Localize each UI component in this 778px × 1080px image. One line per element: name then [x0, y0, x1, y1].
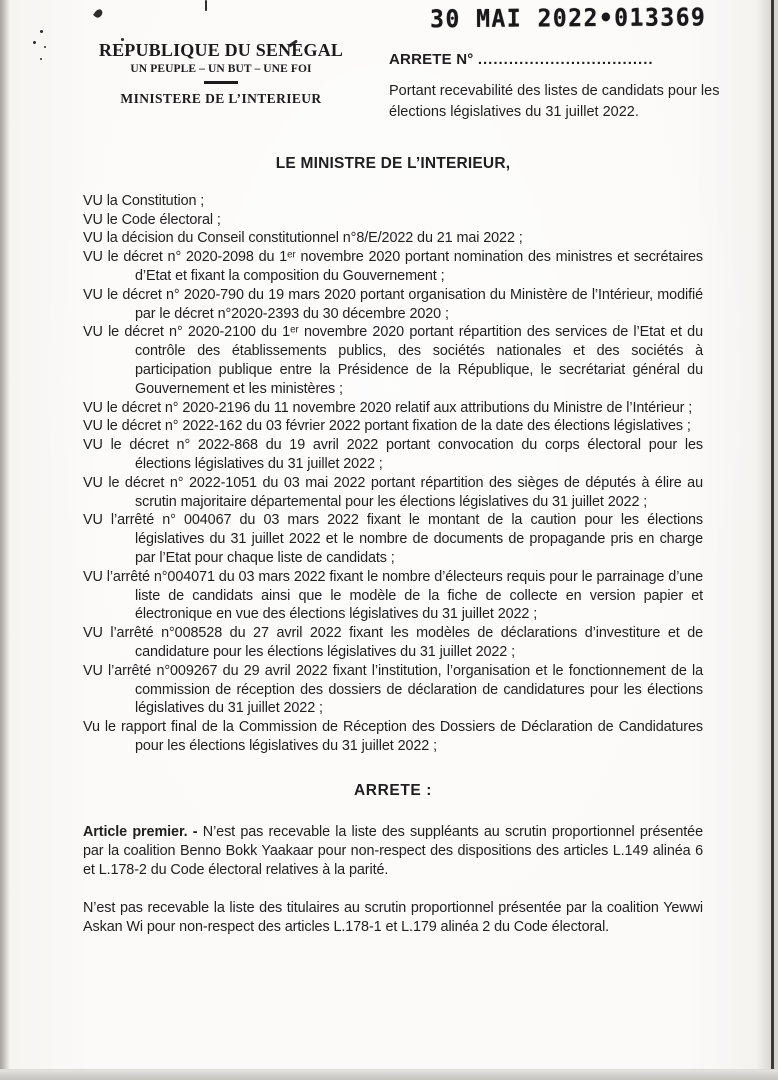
- arrete-reference-block: [389, 51, 731, 123]
- arrete-heading: ARRETE :: [354, 781, 432, 799]
- visa-item: VU le Code électoral ;: [83, 211, 221, 228]
- letterhead-divider: [204, 81, 238, 84]
- ink-speck: [93, 8, 104, 19]
- ink-speck: [40, 30, 43, 33]
- scan-edge-left: [0, 0, 10, 1080]
- article-second-text: N’est pas recevable la liste des titulaires au scrutin proportionnel présentée par la coalition Yewwi Askan Wi pour non-respect des articles L.178-1 et L.179 alinéa 2 du Code électoral.: [83, 899, 703, 935]
- letterhead: [94, 40, 348, 107]
- visa-item: VU le décret n° 2020-2196 du 11 novembre 2020 relatif aux attributions du Ministre de l’Intérieur ;: [83, 399, 693, 416]
- ink-speck: [33, 41, 36, 44]
- visa-item: VU le décret n° 2020-2100 du 1ᵉʳ novembre 2020 portant répartition des services de l’Etat et du contrôle des établissements publics, des sociétés nationales et des sociétés à participation publique entre la Présidence de la République, le secrétariat général du Gouvernement et les ministères ;: [83, 324, 703, 397]
- ministry-name: MINISTERE DE L’INTERIEUR: [120, 91, 322, 106]
- article-premier-lead: Article premier. -: [83, 823, 198, 840]
- visas-list: [83, 192, 703, 756]
- arrete-subject: Portant recevabilité des listes de candidats pour les élections législatives du 31 juillet 2022.: [389, 83, 720, 120]
- ink-speck: [40, 58, 42, 60]
- visa-item: VU le décret n° 2020-790 du 19 mars 2020 portant organisation du Ministère de l’Intérieur, modifié par le décret n°2020-2393 du 30 décembre 2020 ;: [83, 286, 703, 322]
- article-premier: [83, 823, 703, 880]
- arrete-number-dots: ..................................: [477, 51, 654, 68]
- date-stamp: 30 MAI 2022•013369: [430, 4, 707, 34]
- scan-edge-right-shade: [756, 0, 772, 1080]
- scan-bottom-shadow: [0, 1069, 778, 1080]
- visa-item: VU le décret n° 2022-1051 du 03 mai 2022 portant répartition des sièges de députés à élire au scrutin majoritaire départemental pour les élections législatives du 31 juillet 2022 ;: [83, 474, 703, 510]
- arrete-number-line: [389, 51, 731, 68]
- document-title: LE MINISTRE DE L’INTERIEUR,: [275, 155, 511, 172]
- republic-title: REPUBLIQUE DU SENEGAL: [98, 40, 344, 60]
- visa-item: Vu le rapport final de la Commission de Réception des Dossiers de Déclaration de Candidatures pour les élections législatives du 31 juillet 2022 ;: [83, 719, 703, 754]
- visa-item: VU l’arrêté n°009267 du 29 avril 2022 fixant l’institution, l’organisation et le fonctionnement de la commission de réception des dossiers de déclaration de candidatures pour les élections législatives du 31 juillet 2022 ;: [83, 662, 703, 717]
- scan-edge-right-outer: [774, 0, 778, 1080]
- ink-speck: [44, 46, 46, 48]
- visa-item: VU l’arrêté n° 004067 du 03 mars 2022 fixant le montant de la caution pour les élections législatives du 31 juillet 2022 et le nombre de documents de propagande pris en charge par l’Etat pour chaque liste de candidats ;: [83, 512, 703, 566]
- visa-item: VU le décret n° 2022-868 du 19 avril 2022 portant convocation du corps électoral pour les élections législatives du 31 juillet 2022 ;: [83, 437, 703, 472]
- ink-speck: [205, 0, 207, 11]
- visa-item: VU la décision du Conseil constitutionnel n°8/E/2022 du 21 mai 2022 ;: [83, 230, 523, 247]
- document-body: [83, 155, 703, 937]
- visa-item: VU le décret n° 2022-162 du 03 février 2022 portant fixation de la date des élections législatives ;: [83, 418, 691, 435]
- visa-item: VU l’arrêté n°004071 du 03 mars 2022 fixant le nombre d’électeurs requis pour le parrainage d’une liste de candidats ainsi que le modèle de la fiche de collecte en version papier et électronique en vue des élections législatives du 31 juillet 2022 ;: [83, 568, 703, 623]
- national-motto: UN PEUPLE – UN BUT – UNE FOI: [130, 63, 312, 75]
- visa-item: VU l’arrêté n°008528 du 27 avril 2022 fixant les modèles de déclarations d’investiture et de candidature pour les élections législatives du 31 juillet 2022 ;: [83, 625, 703, 660]
- article-second-paragraph: [83, 899, 703, 937]
- article-premier-text: N’est pas recevable la liste des suppléants au scrutin proportionnel présentée par la coalition Benno Bokk Yaakaar pour non-respect des dispositions des articles L.149 alinéa 6 et L.178-2 du Code électoral relatives à la parité.: [83, 823, 703, 878]
- visa-item: VU la Constitution ;: [83, 192, 205, 209]
- visa-item: VU le décret n° 2020-2098 du 1ᵉʳ novembre 2020 portant nomination des ministres et secrétaires d’Etat et fixant la composition du Gouvernement ;: [83, 249, 703, 284]
- arrete-number-label: ARRETE N°: [389, 51, 474, 68]
